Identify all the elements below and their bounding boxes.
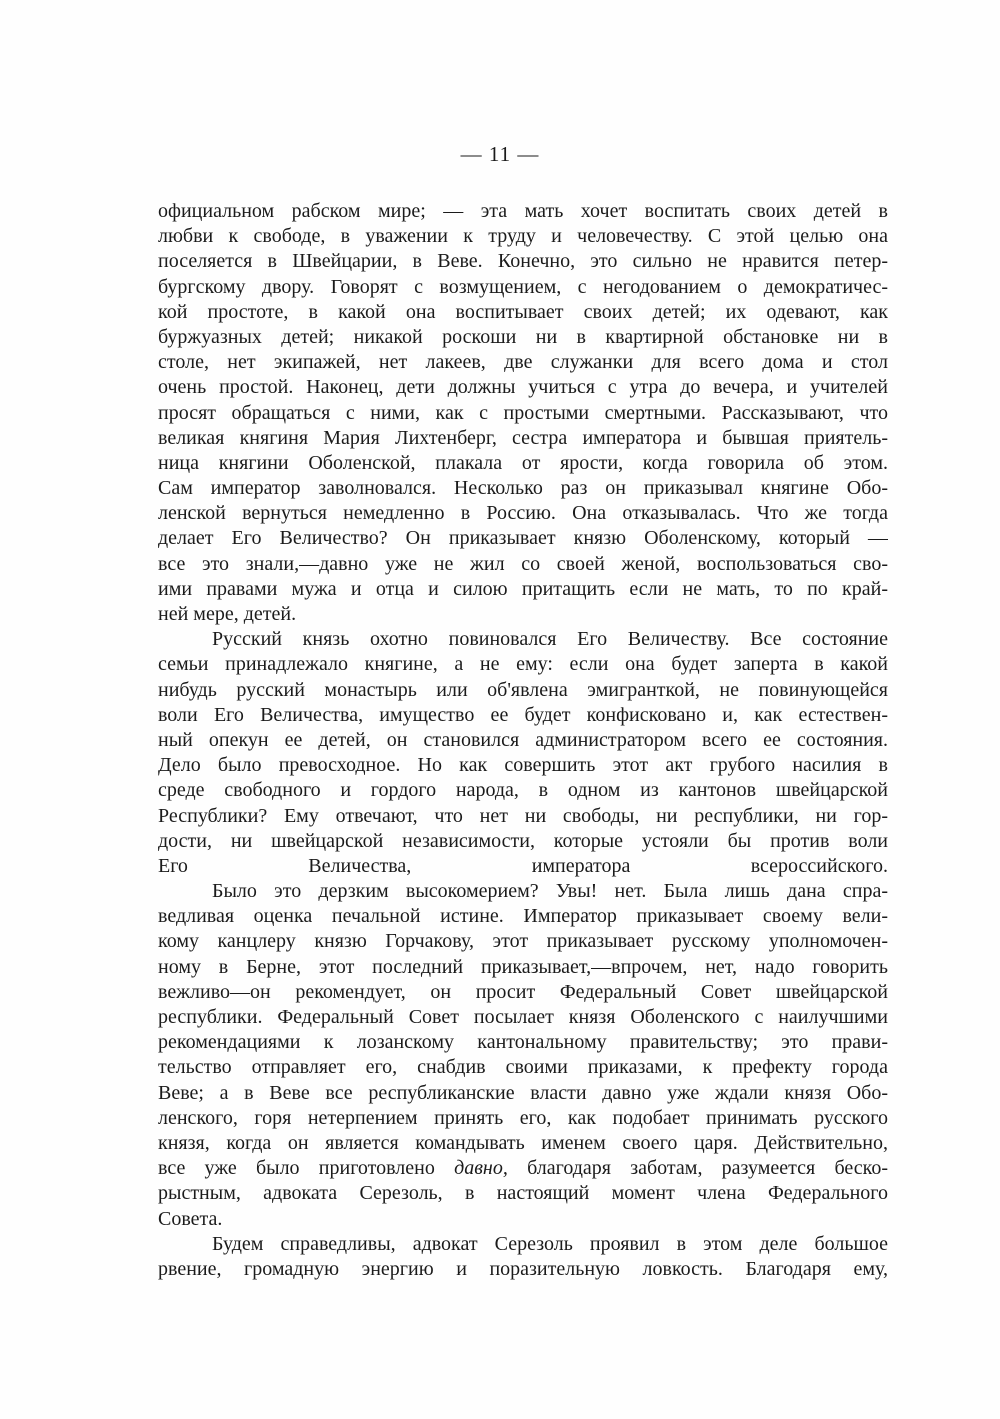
text-line: просят обращаться с ними, как с простыми смертными. Рассказывают, что: [158, 401, 888, 424]
text-line: Будем справедливы, адвокат Серезоль проявил в этом деле большое: [212, 1232, 888, 1255]
text-line: официальном рабском мире; — эта мать хочет воспитать своих детей в: [158, 200, 888, 222]
text-line: среде свободного и гордого народа, в одном из кантонов швейцарской: [158, 779, 888, 802]
text-line: рыстным, адвоката Серезоль, в настоящий момент члена Федерального: [158, 1182, 888, 1205]
text-line: поселяется в Швейцарии, в Веве. Конечно, это сильно не нравится петер-: [158, 250, 888, 273]
text-line: Веве; а в Веве все республиканские власти давно уже ждали князя Обо-: [158, 1081, 888, 1104]
text-line: рекомендациями к лозанскому кантональному правительству; это прави-: [158, 1031, 888, 1054]
text-line-with-emphasis: [158, 1156, 888, 1181]
text-line: ному в Берне, этот последний приказывает,—впрочем, нет, надо говорить: [158, 955, 888, 978]
text-line: воли Его Величества, имущество ее будет конфисковано и, как естествен-: [158, 703, 888, 726]
text-line: кому канцлеру князю Горчакову, этот приказывает русскому уполномочен-: [158, 930, 888, 953]
text-line: Совета.: [158, 1207, 223, 1230]
text-line: Республики? Ему отвечают, что нет ни свободы, ни республики, ни гор-: [158, 804, 888, 827]
text-line: очень простой. Наконец, дети должны учиться с утра до вечера, и учителей: [158, 376, 888, 399]
text-line: князя, когда он является командывать именем своего царя. Действительно,: [158, 1131, 888, 1154]
text-line: ведливая оценка печальной истине. Император приказывает своему вели-: [158, 905, 888, 928]
text-line: Сам император заволновался. Несколько раз он приказывал княгине Обо-: [158, 477, 888, 500]
text-line: Дело было превосходное. Но как совершить этот акт грубого насилия в: [158, 754, 888, 777]
page-number: — 11 —: [460, 142, 540, 166]
italic-word: давно,: [454, 1157, 508, 1180]
text-line: кой простоте, в какой она воспитывает своих детей; их одевают, как: [158, 300, 888, 323]
text-line: ленской вернуться немедленно в Россию. Она отказывалась. Что же тогда: [158, 502, 888, 525]
text-line: все это знали,—давно уже не жил со своей женой, воспользоваться сво-: [158, 552, 888, 575]
text-line: тельство отправляет его, снабдив своими приказами, к префекту города: [158, 1056, 888, 1079]
text-line: столе, нет экипажей, нет лакеев, две служанки для всего дома и стол: [158, 351, 888, 374]
text-line: ими правами мужа и отца и силою притащить если не мать, то по край-: [158, 577, 888, 600]
text-line: нибудь русский монастырь или об'явлена эмигранткой, не повинующейся: [158, 678, 888, 701]
text-line: вежливо—он рекомендует, он просит Федеральный Совет швейцарской: [158, 980, 888, 1003]
text-line: республики. Федеральный Совет посылает князя Оболенского с наилучшими: [158, 1006, 888, 1028]
text-line: ленского, горя нетерпением принять его, как подобает принимать русского: [158, 1106, 888, 1129]
text-line: ней мере, детей.: [158, 603, 297, 625]
text-line: Русский князь охотно повиновался Его Величеству. Все состояние: [212, 628, 888, 651]
text-line: семьи принадлежало княгине, а не ему: если она будет заперта в какой: [158, 653, 888, 676]
text-line: ница княгини Оболенской, плакала от ярости, когда говорила об этом.: [158, 451, 888, 474]
text-line: ный опекун ее детей, он становился администратором всего ее состояния.: [158, 728, 888, 751]
text-segment: благодаря заботам, разумеется беско-: [507, 1157, 888, 1180]
text-line: Было это дерзким высокомерием? Увы! нет. Была лишь дана спра-: [212, 880, 888, 903]
text-segment: все уже было приготовлено: [158, 1157, 455, 1180]
text-line: Его Величества, императора всероссийского.: [158, 854, 888, 877]
text-line: любви к свободе, в уважении к труду и человечеству. С этой целью она: [158, 225, 888, 248]
body-text: [158, 199, 888, 1282]
text-line: рвение, громадную энергию и поразительную ловкость. Благодаря ему,: [158, 1257, 888, 1280]
text-line: великая княгиня Мария Лихтенберг, сестра императора и бывшая приятель-: [158, 426, 888, 449]
text-line: делает Его Величество? Он приказывает князю Оболенскому, который —: [158, 527, 888, 550]
text-line: буржуазных детей; никакой роскоши ни в квартирной обстановке ни в: [158, 325, 888, 348]
text-line: дости, ни швейцарской независимости, которые устояли бы против воли: [158, 829, 888, 852]
text-line: бургскому двору. Говорят с возмущением, с негодованием о демократичес-: [158, 275, 888, 298]
